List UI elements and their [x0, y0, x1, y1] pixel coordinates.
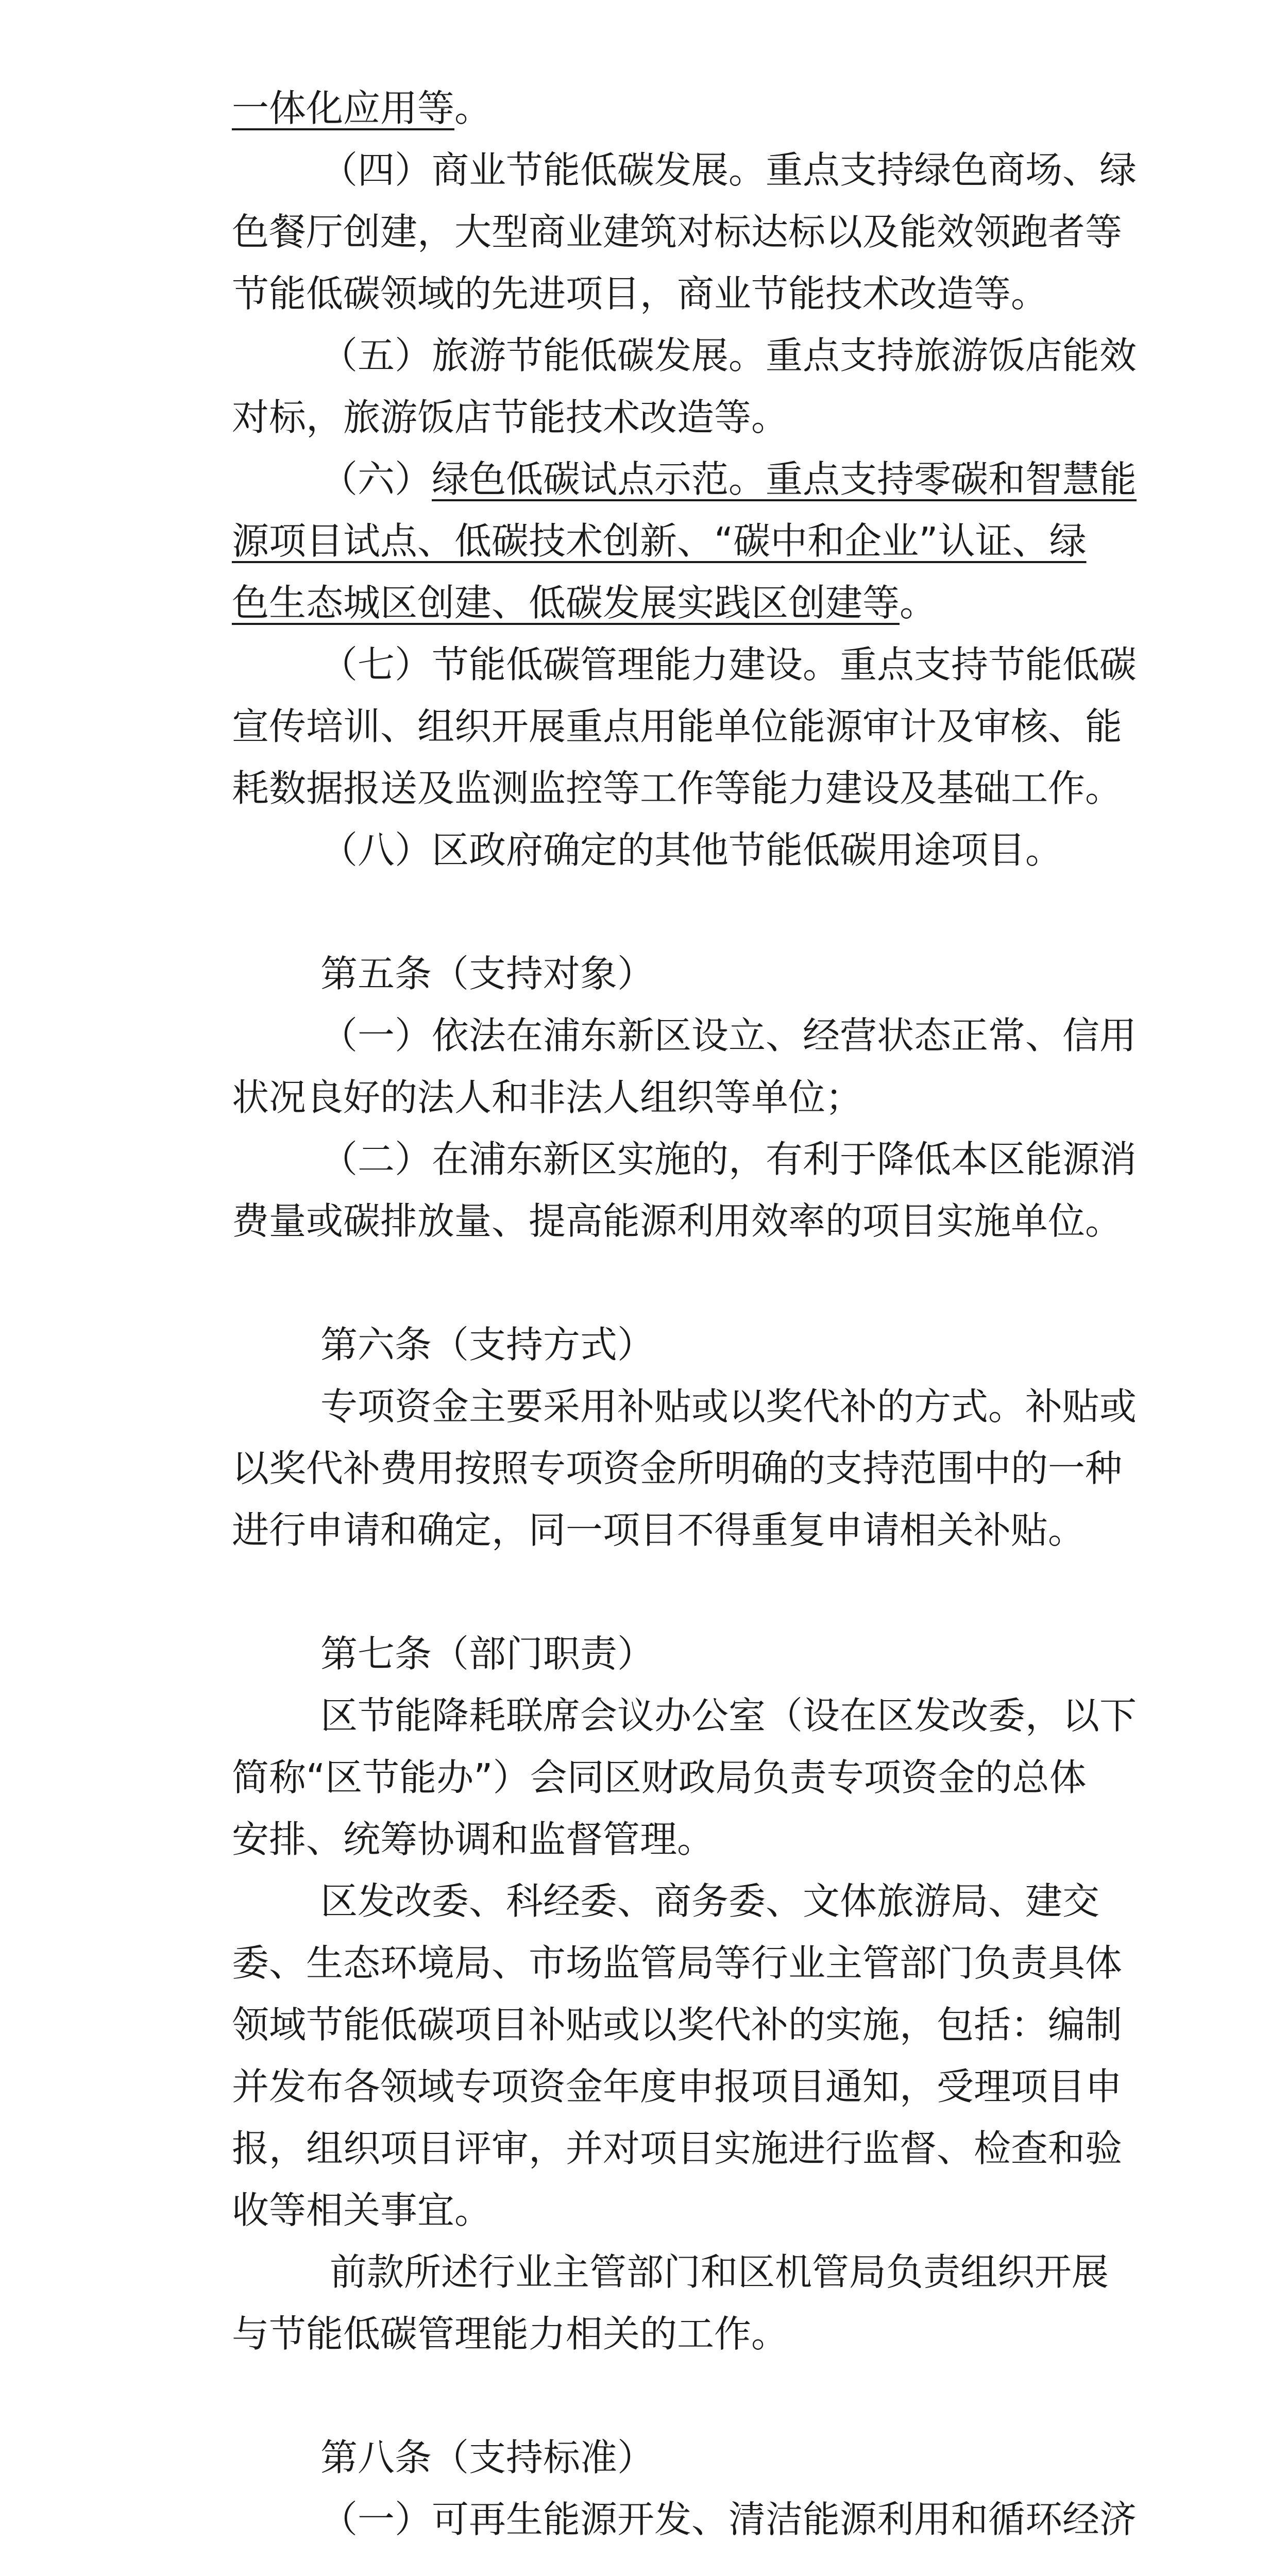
text-line: （四）商业节能低碳发展。重点支持绿色商场、绿 [320, 148, 1137, 192]
text-line: 专项资金主要采用补贴或以奖代补的方式。补贴或 [320, 1385, 1137, 1428]
text-line: 前款所述行业主管部门和区机管局负责组织开展 [330, 2250, 1109, 2294]
article-heading: 第五条（支持对象） [320, 952, 655, 995]
article-heading: 第七条（部门职责） [320, 1632, 655, 1675]
text-line: 报，组织项目评审，并对项目实施进行监督、检查和验 [232, 2127, 1123, 2170]
document-body [232, 77, 1236, 2550]
text-line: （七）节能低碳管理能力建设。重点支持节能低碳 [320, 643, 1137, 686]
text-line: （一）依法在浦东新区设立、经营状态正常、信用 [320, 1014, 1137, 1057]
text-line: （五）旅游节能低碳发展。重点支持旅游饭店能效 [320, 334, 1137, 377]
paragraph-gap [232, 1252, 1236, 1314]
text-line: 色餐厅创建，大型商业建筑对标达标以及能效领跑者等 [232, 210, 1123, 253]
text-line: 安排、统筹协调和监督管理。 [232, 1818, 715, 1861]
text-line: 收等相关事宜。 [232, 2189, 492, 2232]
paragraph-gap [232, 1561, 1236, 1623]
text-line: 一体化应用等。 [232, 87, 492, 130]
text-line: （六）绿色低碳试点示范。重点支持零碳和智慧能 [320, 457, 1137, 501]
text-line: 区节能降耗联席会议办公室（设在区发改委，以下 [320, 1694, 1137, 1737]
text-line: （二）在浦东新区实施的，有利于降低本区能源消 [320, 1138, 1137, 1181]
text-line: （八）区政府确定的其他节能低碳用途项目。 [320, 828, 1063, 872]
text-line: 区发改委、科经委、商务委、文体旅游局、建交 [320, 1879, 1100, 1923]
text-line: 以奖代补费用按照专项资金所明确的支持范围中的一种 [232, 1447, 1123, 1490]
text-line: （一）可再生能源开发、清洁能源利用和循环经济 [320, 2498, 1137, 2541]
text-line: 源项目试点、低碳技术创新、“碳中和企业”认证、绿 [232, 519, 1087, 563]
text-line: 状况良好的法人和非法人组织等单位； [232, 1076, 863, 1119]
text-line: 节能低碳领域的先进项目，商业节能技术改造等。 [232, 272, 1048, 315]
text-line: 色生态城区创建、低碳发展实践区创建等。 [232, 581, 937, 624]
paragraph-gap [232, 2365, 1236, 2427]
text-line: 对标，旅游饭店节能技术改造等。 [232, 396, 789, 439]
text-line: 简称“区节能办”）会同区财政局负责专项资金的总体 [232, 1756, 1087, 1799]
text-line: 费量或碳排放量、提高能源利用效率的项目实施单位。 [232, 1199, 1123, 1243]
text-line: 委、生态环境局、市场监管局等行业主管部门负责具体 [232, 1941, 1123, 1985]
text-line: 并发布各领域专项资金年度申报项目通知，受理项目申 [232, 2065, 1123, 2108]
text-line: 宣传培训、组织开展重点用能单位能源审计及审核、能 [232, 705, 1123, 748]
text-line: 耗数据报送及监测监控等工作等能力建设及基础工作。 [232, 767, 1123, 810]
text-line: 与节能低碳管理能力相关的工作。 [232, 2312, 789, 2355]
article-heading: 第八条（支持标准） [320, 2436, 655, 2479]
text-line: 领域节能低碳项目补贴或以奖代补的实施，包括：编制 [232, 2003, 1123, 2046]
text-line: 进行申请和确定，同一项目不得重复申请相关补贴。 [232, 1509, 1086, 1552]
article-heading: 第六条（支持方式） [320, 1323, 655, 1366]
paragraph-gap [232, 881, 1236, 943]
